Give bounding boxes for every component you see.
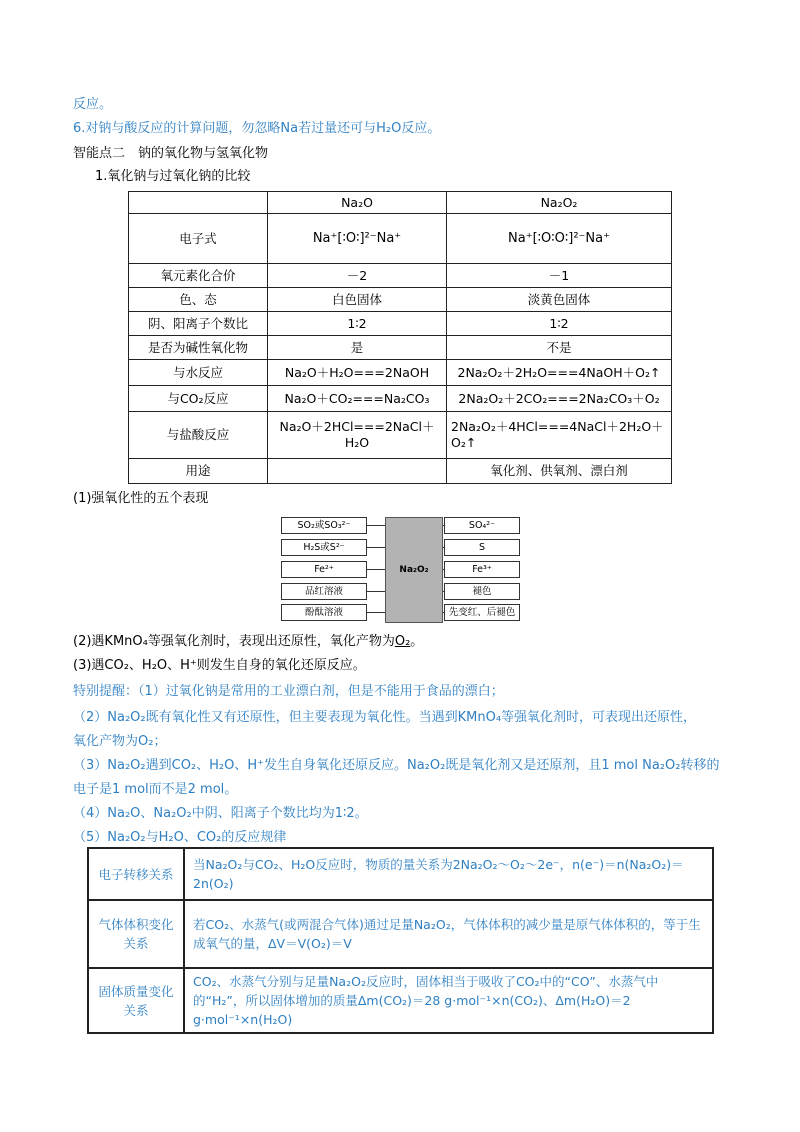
- tip-3a: （3）Na₂O₂遇到CO₂、H₂O、H⁺发生自身氧化还原反应。Na₂O₂既是氧化剂又是还原剂，且1 mol Na₂O₂转移的: [73, 758, 720, 773]
- cell: 2Na₂O₂＋4HCl===4NaCl＋2H₂O＋O₂↑: [447, 412, 672, 459]
- row-label: 与CO₂反应: [129, 386, 268, 412]
- table-row: [88, 968, 713, 1033]
- diagram-right-box: SO₄²⁻: [444, 517, 520, 534]
- diagram-left-box: 酚酞溶液: [281, 604, 367, 621]
- cell: [268, 459, 447, 484]
- table-row: [129, 214, 672, 264]
- header-cell: [129, 192, 268, 214]
- diagram-left-box: H₂S或S²⁻: [281, 539, 367, 556]
- row-label: 色、态: [129, 288, 268, 312]
- point-2-text: (2)遇KMnO₄等强氧化剂时，表现出还原性，氧化产物为: [73, 634, 395, 649]
- table-row: [129, 264, 672, 288]
- diagram-center-na2o2: Na₂O₂: [385, 517, 443, 623]
- cell: －2: [268, 264, 447, 288]
- point-2: [73, 633, 423, 651]
- header-cell: Na₂O: [268, 192, 447, 214]
- diagram-right-box: 先变红、后褪色: [444, 604, 520, 621]
- cell: －1: [447, 264, 672, 288]
- diagram-left-box: Fe²⁺: [281, 561, 367, 578]
- cell: 不是: [447, 336, 672, 360]
- subsection-title: 1.氧化钠与过氧化钠的比较: [95, 169, 251, 184]
- row-label: 与盐酸反应: [129, 412, 268, 459]
- note-6: 6.对钠与酸反应的计算问题，勿忽略Na若过量还可与H₂O反应。: [73, 121, 441, 136]
- diagram-right-box: 褪色: [444, 583, 520, 600]
- rule-head: 电子转移关系: [88, 848, 184, 900]
- row-label: 阴、阳离子个数比: [129, 312, 268, 336]
- point-2-answer: O₂: [394, 634, 411, 649]
- lewis-na2o: [268, 214, 447, 264]
- diagram-right-box: S: [444, 539, 520, 556]
- header-cell: Na₂O₂: [447, 192, 672, 214]
- comparison-table: [128, 191, 672, 484]
- table-row: [129, 288, 672, 312]
- rule-body: 若CO₂、水蒸气(或两混合气体)通过足量Na₂O₂，气体体积的减少量是原气体体积的，等于生成氧气的量，ΔV＝V(O₂)＝V: [184, 900, 713, 968]
- cell: 白色固体: [268, 288, 447, 312]
- row-label: 电子式: [129, 214, 268, 264]
- section-title: 智能点二 钠的氧化物与氢氧化物: [73, 146, 269, 161]
- table-row: [129, 459, 672, 484]
- diagram-left-box: 品红溶液: [281, 583, 367, 600]
- cell: 氧化剂、供氧剂、漂白剂: [447, 459, 672, 484]
- tip-2b: 氧化产物为O₂；: [73, 734, 167, 749]
- lewis-structure: Na⁺[∶O∶]²⁻Na⁺: [312, 231, 402, 246]
- table-row: [129, 336, 672, 360]
- table-row: [129, 360, 672, 386]
- diagram-right-box: Fe³⁺: [444, 561, 520, 578]
- row-label: 用途: [129, 459, 268, 484]
- rule-body: CO₂、水蒸气分别与足量Na₂O₂反应时，固体相当于吸收了CO₂中的“CO”、水蒸气中的“H₂”，所以固体增加的质量Δm(CO₂)＝28 g·mol⁻¹×n(CO₂)、Δm(H₂O)＝2 g·mol⁻¹×n(H₂O): [184, 968, 713, 1033]
- lewis-na2o2: [447, 214, 672, 264]
- rule-head: 固体质量变化关系: [88, 968, 184, 1033]
- cell: Na₂O＋CO₂===Na₂CO₃: [268, 386, 447, 412]
- cell: 2Na₂O₂＋2CO₂===2Na₂CO₃＋O₂: [447, 386, 672, 412]
- cell: 淡黄色固体: [447, 288, 672, 312]
- rule-body: 当Na₂O₂与CO₂、H₂O反应时，物质的量关系为2Na₂O₂～O₂～2e⁻，n(e⁻)＝n(Na₂O₂)＝2n(O₂): [184, 848, 713, 900]
- row-label: 氧元素化合价: [129, 264, 268, 288]
- tip-1: 特别提醒：（1）过氧化钠是常用的工业漂白剂，但是不能用于食品的漂白；: [73, 684, 504, 699]
- point-2-end: 。: [410, 634, 424, 649]
- row-label: 与水反应: [129, 360, 268, 386]
- table-row: [129, 412, 672, 459]
- reaction-end-text: 反应。: [73, 97, 113, 112]
- reaction-rule-table: [87, 847, 714, 1034]
- diagram-left-box: SO₂或SO₃²⁻: [281, 517, 367, 534]
- table-row: [88, 900, 713, 968]
- cell: 2Na₂O₂＋2H₂O===4NaOH＋O₂↑: [447, 360, 672, 386]
- tip-5: （5）Na₂O₂与H₂O、CO₂的反应规律: [73, 830, 287, 845]
- point-3: (3)遇CO₂、H₂O、H⁺则发生自身的氧化还原反应。: [73, 658, 366, 673]
- table-row: [88, 848, 713, 900]
- lewis-structure: Na⁺[∶O∶O∶]²⁻Na⁺: [508, 231, 610, 246]
- cell: 是: [268, 336, 447, 360]
- table-row: [129, 312, 672, 336]
- rule-head: 气体体积变化关系: [88, 900, 184, 968]
- table-header-row: [129, 192, 672, 214]
- table-row: [129, 386, 672, 412]
- tip-2a: （2）Na₂O₂既有氧化性又有还原性，但主要表现为氧化性。当遇到KMnO₄等强氧化剂时，可表现出还原性，: [73, 710, 697, 725]
- point-1: (1)强氧化性的五个表现: [73, 491, 209, 506]
- cell: Na₂O＋H₂O===2NaOH: [268, 360, 447, 386]
- cell: 1∶2: [447, 312, 672, 336]
- tip-3b: 电子是1 mol而不是2 mol。: [73, 782, 238, 797]
- row-label: 是否为碱性氧化物: [129, 336, 268, 360]
- cell: 1∶2: [268, 312, 447, 336]
- tip-4: （4）Na₂O、Na₂O₂中阴、阳离子个数比均为1∶2。: [73, 806, 368, 821]
- cell: Na₂O＋2HCl===2NaCl＋H₂O: [268, 412, 447, 459]
